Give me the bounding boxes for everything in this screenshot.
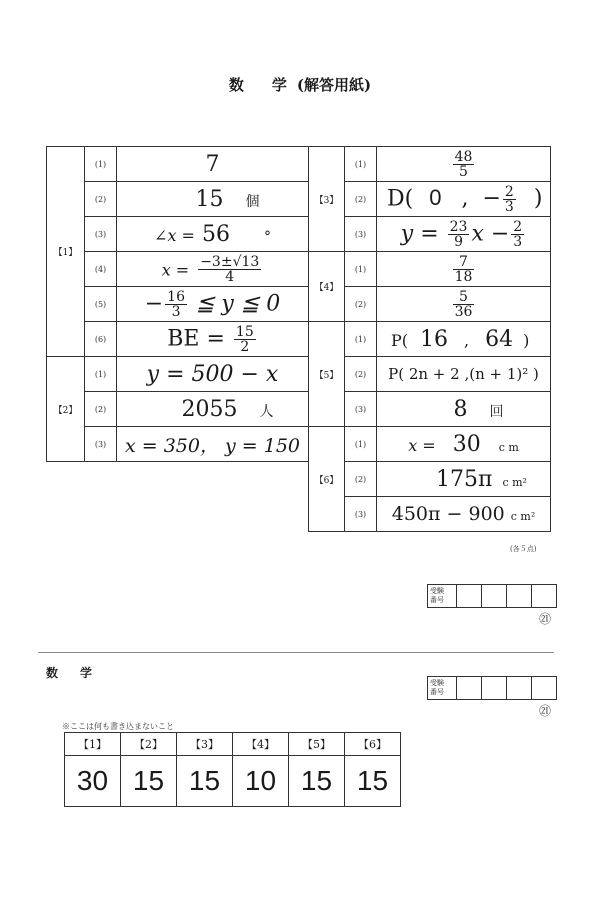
exam-digit-field[interactable] (532, 585, 557, 608)
answer-prefix: D( (387, 186, 414, 211)
fraction (511, 220, 524, 249)
exam-number-box (427, 584, 557, 608)
table-row (309, 287, 551, 322)
answer-value: 175π (436, 466, 493, 492)
denominator: 36 (454, 303, 473, 320)
answer-value: x = 350， y = 150 (124, 434, 301, 457)
numerator: 23 (449, 218, 468, 235)
section-label: 【3】 (309, 147, 345, 252)
answer-comma: , (461, 186, 469, 211)
exam-digit-field[interactable] (457, 585, 482, 608)
denominator: 3 (504, 198, 514, 215)
score-value: 10 (233, 756, 289, 807)
exam-digit-field[interactable] (482, 677, 507, 700)
answer-value: y = 500 − x (146, 361, 279, 387)
answer-value: 15 (195, 186, 224, 212)
question-number: (3) (85, 427, 117, 462)
label-line2: 番号 (430, 596, 444, 604)
answer-cell (117, 322, 309, 357)
denominator: 18 (454, 268, 473, 285)
title-part3: (解答用紙) (296, 76, 372, 94)
score-table (64, 732, 401, 807)
answer-value: 56 (201, 221, 230, 247)
lower-title (46, 664, 92, 681)
question-number: (6) (85, 322, 117, 357)
answer-value: 2055 (181, 396, 238, 422)
score-header: 【5】 (289, 733, 345, 756)
exam-digit-field[interactable] (507, 677, 532, 700)
fraction (448, 220, 470, 249)
table-row (47, 322, 309, 357)
title-part2: 学 (271, 76, 287, 94)
divider-line (38, 652, 554, 653)
answer-unit: c m² (502, 475, 527, 489)
question-number: (3) (345, 217, 377, 252)
exam-digit-field[interactable] (532, 677, 557, 700)
table-row (309, 252, 551, 287)
score-value: 15 (345, 756, 401, 807)
table-row (309, 462, 551, 497)
answer-value: P( 2n + 2 ,(n + 1)² ) (388, 365, 539, 383)
answer-cell (377, 287, 551, 322)
denominator: 4 (225, 268, 235, 285)
table-row (309, 357, 551, 392)
answer-prefix: x = (408, 435, 436, 455)
answer-prefix: y = (400, 221, 439, 246)
question-number: (1) (85, 147, 117, 182)
fraction (503, 185, 516, 214)
answer-sign: − (144, 291, 164, 316)
answer-unit: c m² (510, 510, 536, 523)
answer-cell (377, 462, 551, 497)
answer-value: 450π − 900 (391, 503, 505, 525)
answer-cell (377, 322, 551, 357)
answer-unit: 回 (489, 403, 504, 420)
answer-close: ) (533, 186, 543, 211)
question-number: (2) (345, 462, 377, 497)
answer-unit: 個 (245, 193, 260, 210)
answer-prefix: P( (391, 330, 409, 350)
answer-unit: 人 (259, 403, 274, 420)
table-row (309, 427, 551, 462)
exam-digit-field[interactable] (507, 585, 532, 608)
fraction (234, 325, 256, 354)
answer-table-right (308, 146, 551, 532)
section-label: 【1】 (47, 147, 85, 357)
score-value: 30 (65, 756, 121, 807)
lower-title-part1: 数 (46, 666, 59, 680)
table-row (47, 287, 309, 322)
answer-mid: x − (471, 221, 510, 246)
fraction (198, 255, 261, 284)
answer-cell (377, 147, 551, 182)
answer-rest: ≦ y ≦ 0 (195, 291, 281, 316)
table-row (47, 147, 309, 182)
answer-x: 0 (429, 185, 442, 210)
answer-x: 16 (420, 326, 449, 352)
table-row (309, 322, 551, 357)
answer-cell (377, 357, 551, 392)
question-number: (1) (345, 147, 377, 182)
answer-prefix: x = (161, 260, 190, 279)
score-value: 15 (289, 756, 345, 807)
exam-digit-field[interactable] (457, 677, 482, 700)
answer-cell (377, 497, 551, 532)
answer-value: 30 (452, 431, 481, 457)
answer-cell (377, 252, 551, 287)
answer-cell (117, 252, 309, 287)
page-title (0, 74, 600, 95)
answer-prefix: ∠x = (154, 225, 195, 245)
table-row (309, 392, 551, 427)
answer-cell (377, 217, 551, 252)
denominator: 9 (454, 233, 463, 250)
table-row (309, 182, 551, 217)
question-number: (1) (345, 252, 377, 287)
page-mark: ㉑ (539, 704, 552, 718)
denominator: 3 (171, 303, 181, 320)
section-label: 【4】 (309, 252, 345, 322)
exam-number-label (428, 677, 457, 700)
exam-number-box (427, 676, 557, 700)
question-number: (2) (345, 287, 377, 322)
question-number: (1) (345, 322, 377, 357)
numerator: 2 (513, 218, 523, 235)
exam-number-label (428, 585, 457, 608)
question-number: (1) (85, 357, 117, 392)
section-label: 【6】 (309, 427, 345, 532)
numerator: 5 (453, 290, 475, 305)
answer-comma: , (464, 330, 470, 350)
answer-y: 64 (485, 326, 514, 352)
points-note: (各５点) (510, 545, 537, 553)
numerator: −3±√13 (200, 253, 260, 270)
fraction (453, 255, 475, 284)
question-number: (3) (85, 217, 117, 252)
question-number: (2) (345, 182, 377, 217)
answer-cell (117, 357, 309, 392)
answer-unit: c m (498, 440, 519, 454)
table-row (47, 182, 309, 217)
numerator: 48 (454, 148, 473, 165)
answer-value: 8 (453, 396, 468, 422)
answer-cell (117, 392, 309, 427)
answer-cell (377, 392, 551, 427)
page-mark: ㉑ (539, 612, 552, 626)
numerator: 15 (235, 323, 254, 340)
question-number: (3) (345, 392, 377, 427)
score-header: 【6】 (345, 733, 401, 756)
numerator: 16 (167, 288, 185, 305)
table-row (309, 147, 551, 182)
answer-cell (117, 147, 309, 182)
denominator: 5 (459, 163, 468, 180)
denominator: 2 (240, 338, 250, 355)
question-number: (1) (345, 427, 377, 462)
answer-cell (117, 182, 309, 217)
question-number: (2) (85, 182, 117, 217)
label-line1: 受験 (430, 679, 444, 687)
section-label: 【5】 (309, 322, 345, 427)
answer-cell (117, 427, 309, 462)
answer-value: 7 (205, 151, 220, 177)
question-number: (4) (85, 252, 117, 287)
fraction (165, 290, 187, 319)
denominator: 3 (513, 233, 523, 250)
label-line2: 番号 (430, 688, 444, 696)
answer-cell (377, 427, 551, 462)
lower-title-part2: 学 (80, 666, 93, 680)
notice-text: ※ここは何も書き込まないこと (62, 722, 174, 731)
exam-digit-field[interactable] (482, 585, 507, 608)
table-row (309, 217, 551, 252)
score-value: 15 (121, 756, 177, 807)
score-header: 【3】 (177, 733, 233, 756)
answer-prefix: BE = (167, 326, 225, 351)
label-line1: 受験 (430, 587, 444, 595)
question-number: (5) (85, 287, 117, 322)
answer-cell (117, 217, 309, 252)
question-number: (2) (85, 392, 117, 427)
answer-sign: − (482, 186, 501, 211)
question-number: (3) (345, 497, 377, 532)
table-row (47, 357, 309, 392)
score-header: 【2】 (121, 733, 177, 756)
fraction (453, 290, 475, 319)
table-row (47, 392, 309, 427)
answer-cell (377, 182, 551, 217)
table-row (309, 497, 551, 532)
answer-table-left (46, 146, 309, 462)
table-row (47, 217, 309, 252)
answer-close: ) (523, 330, 530, 350)
score-value: 15 (177, 756, 233, 807)
score-header: 【1】 (65, 733, 121, 756)
numerator: 7 (453, 255, 475, 270)
section-label: 【2】 (47, 357, 85, 462)
table-row (47, 252, 309, 287)
title-part1: 数 (228, 76, 244, 94)
answer-unit: ° (263, 228, 271, 245)
score-header: 【4】 (233, 733, 289, 756)
fraction (453, 150, 475, 179)
table-row (47, 427, 309, 462)
question-number: (2) (345, 357, 377, 392)
numerator: 2 (504, 183, 514, 200)
answer-cell (117, 287, 309, 322)
